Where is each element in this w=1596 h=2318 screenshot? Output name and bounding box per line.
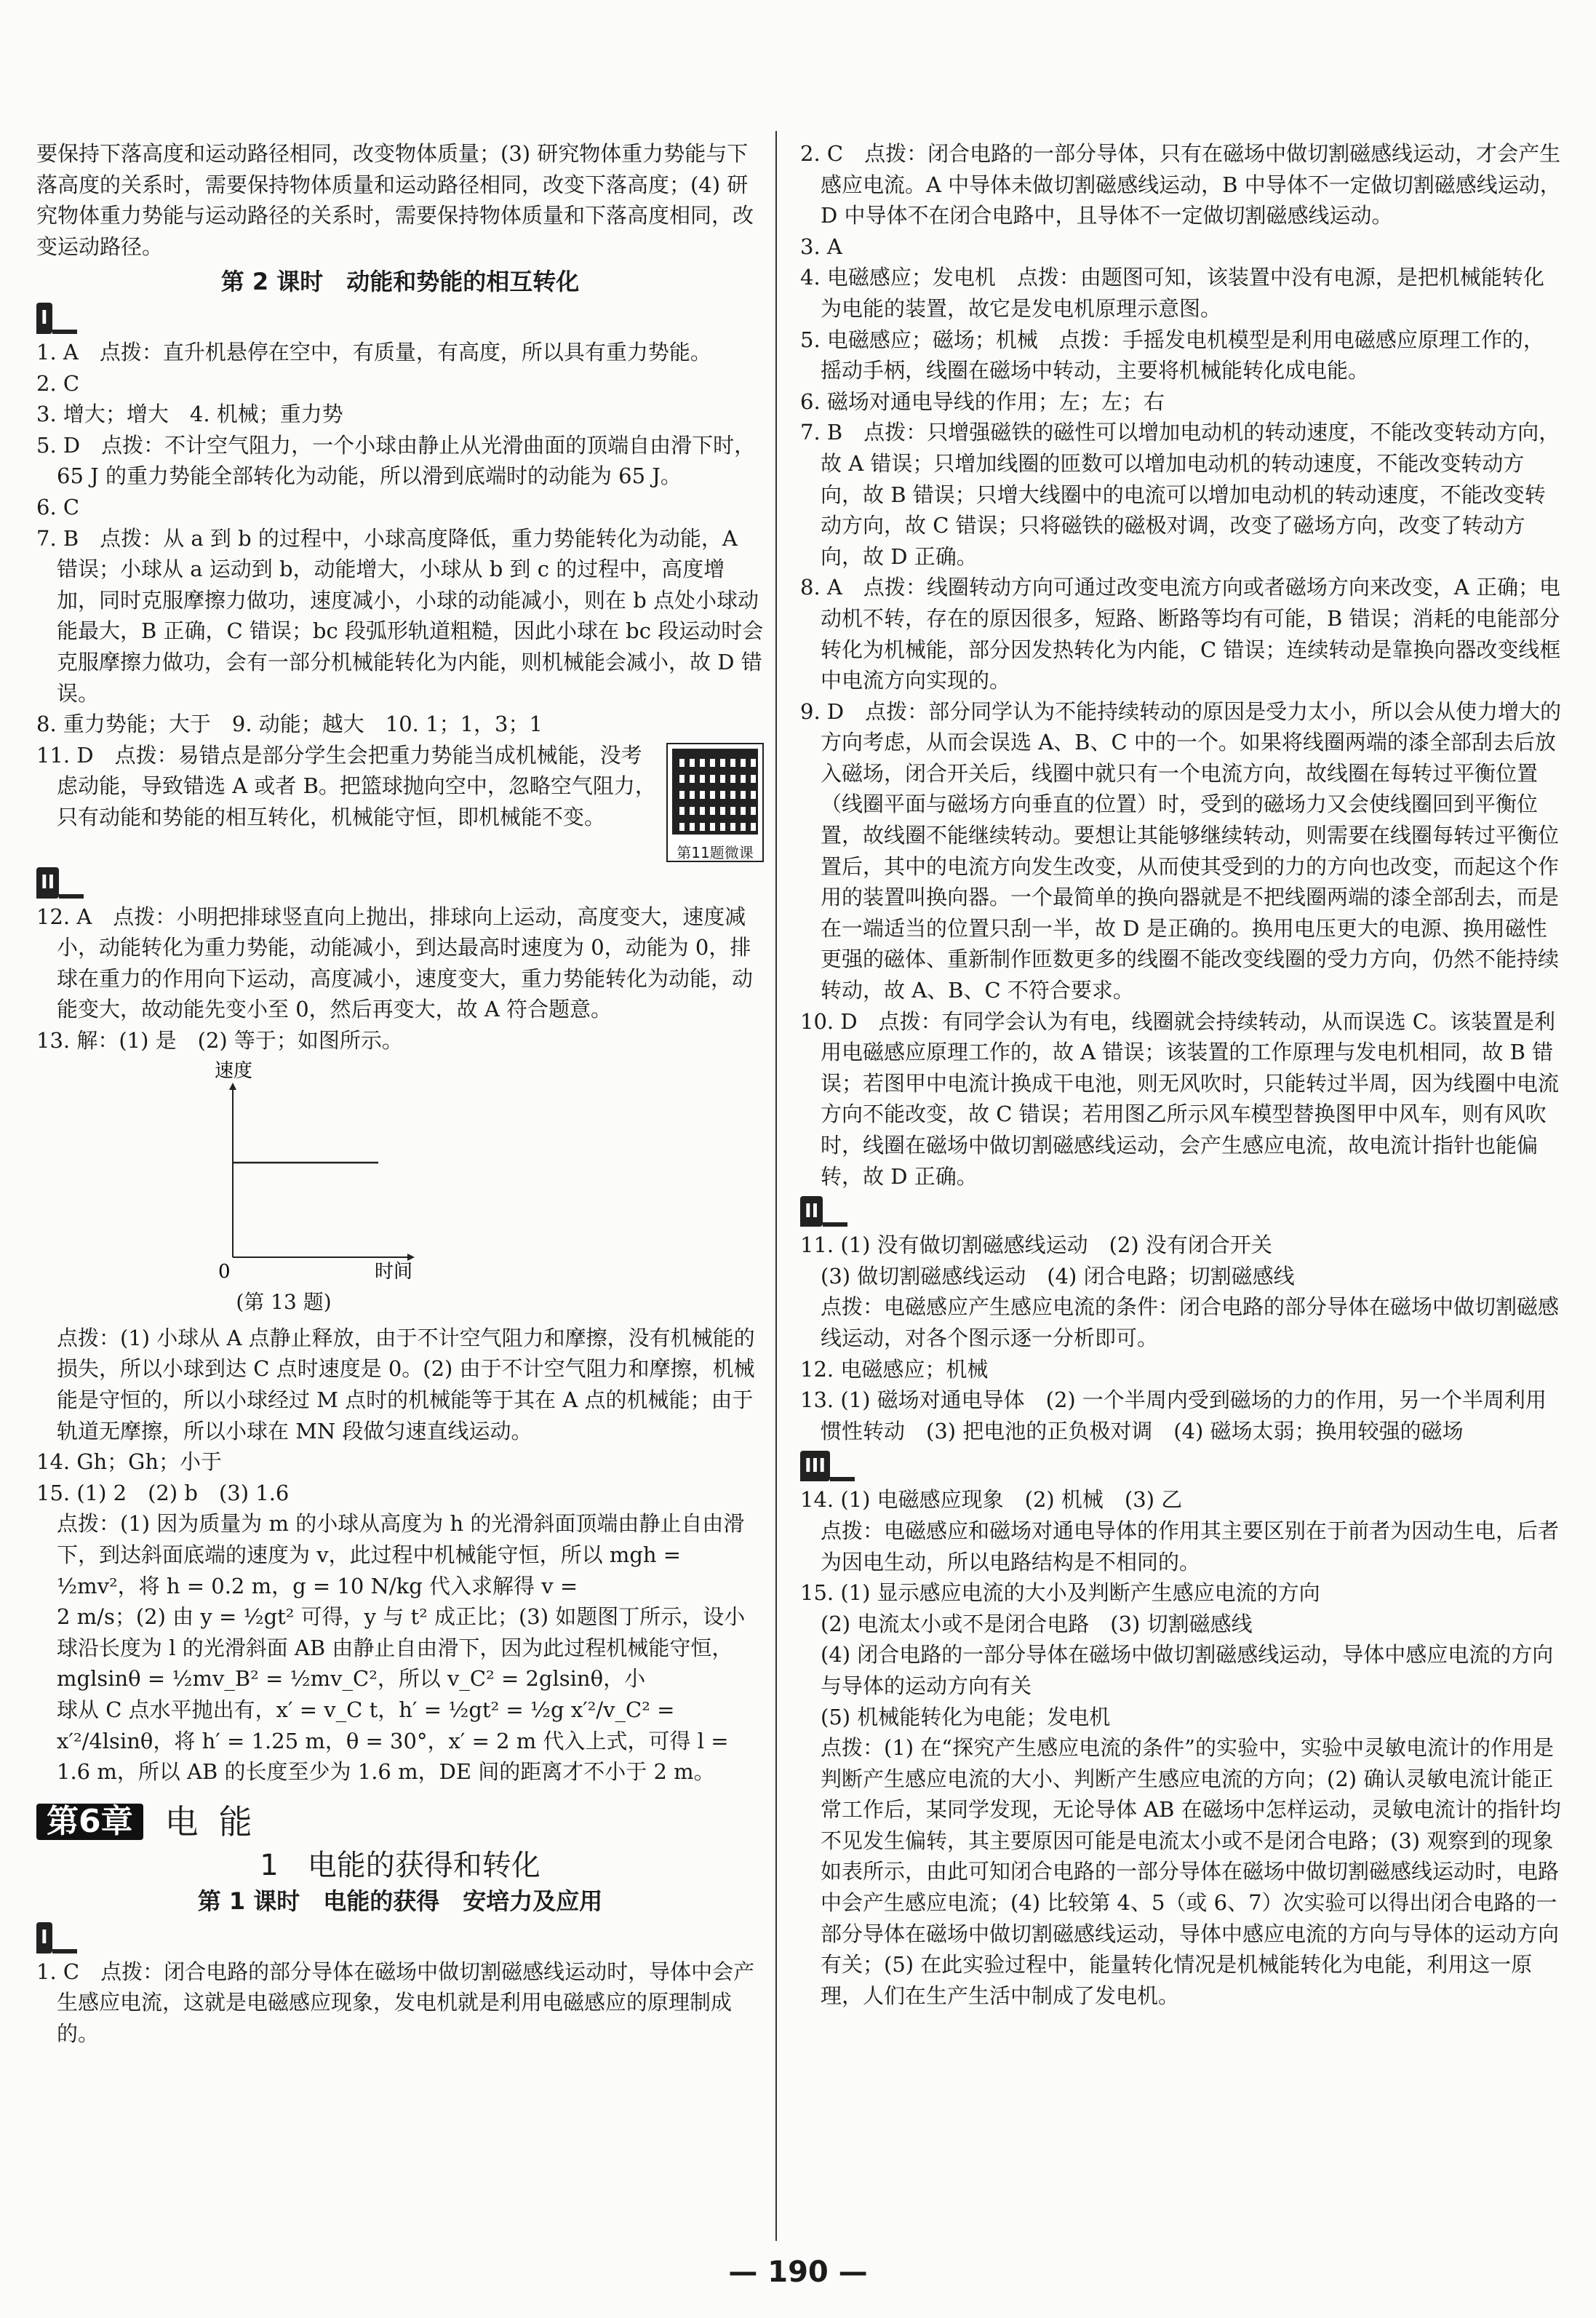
- hint-paragraph: 点拨：(1) 因为质量为 m 的小球从高度为 h 的光滑斜面顶端由静止自由滑下，到达斜面底端的速度为 v，此过程中机械能守恒，所以 mgh = ½mv²，将 h = 0.2 m，g = 10 N/kg 代入求解得 v =: [57, 1511, 745, 1598]
- text-paragraph: 要保持下落高度和运动路径相同，改变物体质量；(3) 研究物体重力势能与下落高度的关系时，需要保持物体质量和运动路径相同，改变下落高度；(4) 研究物体重力势能与运动路径的关系时，需要保持物体质量和下落高度相同，改变运动路径。: [36, 141, 754, 259]
- x-axis-label: 时间: [375, 1260, 413, 1279]
- answer-item: 12. A 点拨：小明把排球竖直向上抛出，排球向上运动，高度变大，速度减小，动能转化为重力势能，动能减小，到达最高时速度为 0，动能为 0，排球在重力的作用向下运动，高度减小，速度变大，重力势能转化为动能，动能变大，故动能先变小至 0，然后再变大，故 A 符合题意。: [36, 904, 754, 1022]
- answer-item: 3. A: [800, 234, 842, 259]
- qr-code[interactable]: [666, 743, 764, 862]
- answer-item: 13. 解：(1) 是 (2) 等于；如图所示。: [36, 1028, 403, 1054]
- answer-item: 6. C: [36, 494, 80, 519]
- answer-item: 1. A 点拨：直升机悬停在空中，有质量，有高度，所以具有重力势能。: [36, 339, 711, 365]
- answer-item: (4) 闭合电路的一部分导体在磁场中做切割磁感线运动，导体中感应电流的方向与导体的运动方向有关: [821, 1642, 1554, 1698]
- answer-item: 2. C 点拨：闭合电路的一部分导体，只有在磁场中做切割磁感线运动，才会产生感应电流。A 中导体未做切割磁感线运动，B 中导体不一定做切割磁感线运动，D 中导体不在闭合电路中，且导体不一定做切割磁感线运动。: [800, 141, 1561, 228]
- level-marker: III: [800, 1449, 1564, 1481]
- section-title: 1 电能的获得和转化: [260, 1849, 540, 1883]
- qr-caption: 第11题微课: [677, 843, 754, 861]
- answer-item: 8. 重力势能；大于 9. 动能；越大 10. 1；1，3；1: [36, 712, 543, 737]
- graph-caption: (第 13 题): [236, 1290, 332, 1315]
- answer-item: 14. Gh；Gh；小于: [36, 1449, 223, 1475]
- answer-item: 2. C: [36, 370, 80, 396]
- page-number: — 190 —: [728, 2255, 868, 2289]
- answer-item: 9. D 点拨：部分同学认为不能持续转动的原因是受力太小，所以会从使力增大的方向考虑，从而会误选 A、B、C 中的一个。如果将线圈两端的漆全部刮去后放入磁场，闭合开关后，线圈中就只有一个电流方向，故线圈在每转过平衡位置（线圈平面与磁场方向垂直的位置）时，受到的磁场力又会使线圈回到平衡位置，故线圈不能继续转动。要想让其能够继续转动，则需要在线圈每转过平衡位置后，其中的电流方向发生改变，从而使其受到的力的方向也改变，而起这个作用的装置叫换向器。一个最简单的换向器就是不把线圈两端的漆全部刮去，而是在一端适当的位置只刮一半，故 D 是正确的。换用电压更大的电源、换用磁性更强的磁体、重新制作匝数更多的线圈不能改变线圈的受力方向，仍然不能持续转动，故 A、B、C 不符合要求。: [800, 698, 1562, 1003]
- graph-svg: [36, 1061, 415, 1279]
- answer-item: 12. 电磁感应；机械: [800, 1356, 989, 1382]
- answer-item: 15. (1) 2 (2) b (3) 1.6: [36, 1480, 290, 1505]
- answer-item: (5) 机械能转化为电能；发电机: [821, 1704, 1111, 1729]
- answer-item: 10. D 点拨：有同学会认为有电，线圈就会持续转动，从而误选 C。该装置是利用电磁感应原理工作的，故 A 错误；该装置的工作原理与发电机相同，故 B 错误；若图甲中电流计换成干电池，则无风吹时，只能转过半周，因为线圈中电流方向不能改变，故 C 错误；若用图乙所示风车模型替换图甲中风车，则有风吹时，线圈在磁场中做切割磁感线运动，会产生感应电流，故电流计指针也能偏转，故 D 正确。: [800, 1008, 1560, 1189]
- level-marker: I: [36, 302, 764, 334]
- hint-paragraph: 2 m/s；(2) 由 y = ½gt² 可得，y 与 t² 成正比；(3) 如题图丁所示，设小球沿长度为 l 的光滑斜面 AB 由静止自由滑下，因为此过程机械能守恒，mglsinθ = ½mv_B² = ½mv_C²，所以 v_C² = 2glsinθ，小: [57, 1604, 746, 1692]
- answer-item: 1. C 点拨：闭合电路的部分导体在磁场中做切割磁感线运动时，导体中会产生感应电流，这就是电磁感应现象，发电机就是利用电磁感应的原理制成的。: [36, 1959, 755, 2046]
- y-axis-arrow: [229, 1083, 236, 1090]
- right-column: [800, 138, 1564, 2011]
- answer-item: 5. 电磁感应；磁场；机械 点拨：手摇发电机模型是利用电磁感应原理工作的，摇动手柄，线圈在磁场中转动，主要将机械能转化成电能。: [800, 327, 1544, 383]
- level-marker: II: [36, 867, 764, 899]
- answer-item: (2) 电流太小或不是闭合电路 (3) 切割磁感线: [821, 1611, 1253, 1636]
- answer-item: 7. B 点拨：只增强磁铁的磁性可以增加电动机的转动速度，不能改变转动方向，故 A 错误；只增加线圈的匝数可以增加电动机的转动速度，不能改变转动方向，故 B 错误；只增大线圈中的电流可以增加电动机的转动速度，不能改变转动方向，故 C 错误；只将磁铁的磁极对调，改变了磁场方向，改变了转动方向，故 D 正确。: [800, 420, 1560, 569]
- chapter-label: 第6章: [36, 1804, 143, 1841]
- answer-item: 14. (1) 电磁感应现象 (2) 机械 (3) 乙: [800, 1487, 1183, 1513]
- answer-item: (3) 做切割磁感线运动 (4) 闭合电路；切割磁感线: [821, 1263, 1295, 1289]
- answer-item: 3. 增大；增大 4. 机械；重力势: [36, 402, 343, 427]
- hint-paragraph: 点拨：电磁感应和磁场对通电导体的作用其主要区别在于前者为因动生电，后者为因电生动，所以电路结构是不相同的。: [821, 1518, 1560, 1574]
- answer-item: 11. (1) 没有做切割磁感线运动 (2) 没有闭合开关: [800, 1232, 1272, 1258]
- answer-item: 15. (1) 显示感应电流的大小及判断产生感应电流的方向: [800, 1580, 1320, 1606]
- chapter-title: 电能: [164, 1801, 273, 1841]
- answer-item: 7. B 点拨：从 a 到 b 的过程中，小球高度降低，重力势能转化为动能，A 错误；小球从 a 运动到 b，动能增大，小球从 b 到 c 的过程中，高度增加，同时克服摩擦力做功，速度减小，小球的动能减小，则在 b 点处小球动能最大，B 正确，C 错误；bc 段弧形轨道粗糙，因此小球在 bc 段运动时会克服摩擦力做功，会有一部分机械能转化为内能，则机械能会减小，故 D 错误。: [36, 525, 764, 706]
- chapter-heading: [36, 1801, 764, 1841]
- left-column: [36, 138, 764, 2049]
- answer-item: 13. (1) 磁场对通电导体 (2) 一个半周内受到磁场的力的作用，另一个半周利用惯性转动 (3) 把电池的正负极对调 (4) 磁场太弱；换用较强的磁场: [800, 1387, 1547, 1443]
- lesson-title: 第 1 课时 电能的获得 安培力及应用: [197, 1887, 603, 1915]
- y-axis-label: 速度: [215, 1060, 253, 1082]
- speed-time-graph: [36, 1061, 764, 1318]
- column-divider: [775, 131, 777, 2241]
- answer-item: 6. 磁场对通电导线的作用；左；左；右: [800, 389, 1165, 414]
- hint-paragraph: 球从 C 点水平抛出有，x′ = v_C t，h′ = ½gt² = ½g x′²/v_C² = x′²/4lsinθ，将 h′ = 1.25 m，θ = 30°，x′ = 2 m 代入上式，可得 l = 1.6 m，所以 AB 的长度至少为 1.6 m，DE 间的距离才不小于 2 m。: [57, 1697, 729, 1785]
- x-axis-arrow: [407, 1254, 415, 1261]
- hint-paragraph: 点拨：电磁感应产生感应电流的条件：闭合电路的部分导体在磁场中做切割磁感线运动，对各个图示逐一分析即可。: [821, 1294, 1560, 1350]
- answer-item: 8. A 点拨：线圈转动方向可通过改变电流方向或者磁场方向来改变，A 正确；电动机不转，存在的原因很多，短路、断路等均有可能，B 错误；消耗的电能部分转化为机械能，部分因发热转化为内能，C 错误；连续转动是靠换向器改变线框中电流方向实现的。: [800, 575, 1561, 693]
- level-marker: II: [800, 1195, 1564, 1227]
- hint-paragraph: 点拨：(1) 在“探究产生感应电流的条件”的实验中，实验中灵敏电流计的作用是判断产生感应电流的大小、判断产生感应电流的方向；(2) 确认灵敏电流计能正常工作后，某同学发现，无论导体 AB 在磁场中怎样运动，灵敏电流计的指针均不见发生偏转，其主要原因可能是电流太小或不是闭合电路；(3) 观察到的现象如表所示，由此可知闭合电路的一部分导体在磁场中做切割磁感线运动时，电路中会产生感应电流；(4) 比较第 4、5（或 6、7）次实验可以得出闭合电路的一部分导体在磁场中做切割磁感线运动，导体中感应电流的方向与导体的运动方向有关；(5) 在此实验过程中，能量转化情况是机械能转化为电能，利用这一原理，人们在生产生活中制成了发电机。: [821, 1735, 1561, 2008]
- qr-code-image: [672, 749, 758, 835]
- level-marker: I: [36, 1921, 764, 1953]
- hint-paragraph: 点拨：(1) 小球从 A 点静止释放，由于不计空气阻力和摩擦，没有机械能的损失，所以小球到达 C 点时速度是 0。(2) 由于不计空气阻力和摩擦，机械能是守恒的，所以小球经过 M 点时的机械能等于其在 A 点的机械能；由于轨道无摩擦，所以小球在 MN 段做匀速直线运动。: [57, 1325, 755, 1443]
- origin-label: 0: [218, 1260, 231, 1279]
- answer-item: 4. 电磁感应；发电机 点拨：由题图可知，该装置中没有电源，是把机械能转化为电能的装置，故它是发电机原理示意图。: [800, 265, 1544, 321]
- answer-item: 11. D 点拨：易错点是部分学生会把重力势能当成机械能，没考虑动能，导致错选 A 或者 B。把篮球抛向空中，忽略空气阻力，只有动能和势能的相互转化，机械能守恒，即机械能不变。: [36, 742, 656, 829]
- answer-item: 5. D 点拨：不计空气阻力，一个小球由静止从光滑曲面的顶端自由滑下时，65 J 的重力势能全部转化为动能，所以滑到底端时的动能为 65 J。: [36, 432, 756, 489]
- lesson-title: 第 2 课时 动能和势能的相互转化: [220, 268, 580, 296]
